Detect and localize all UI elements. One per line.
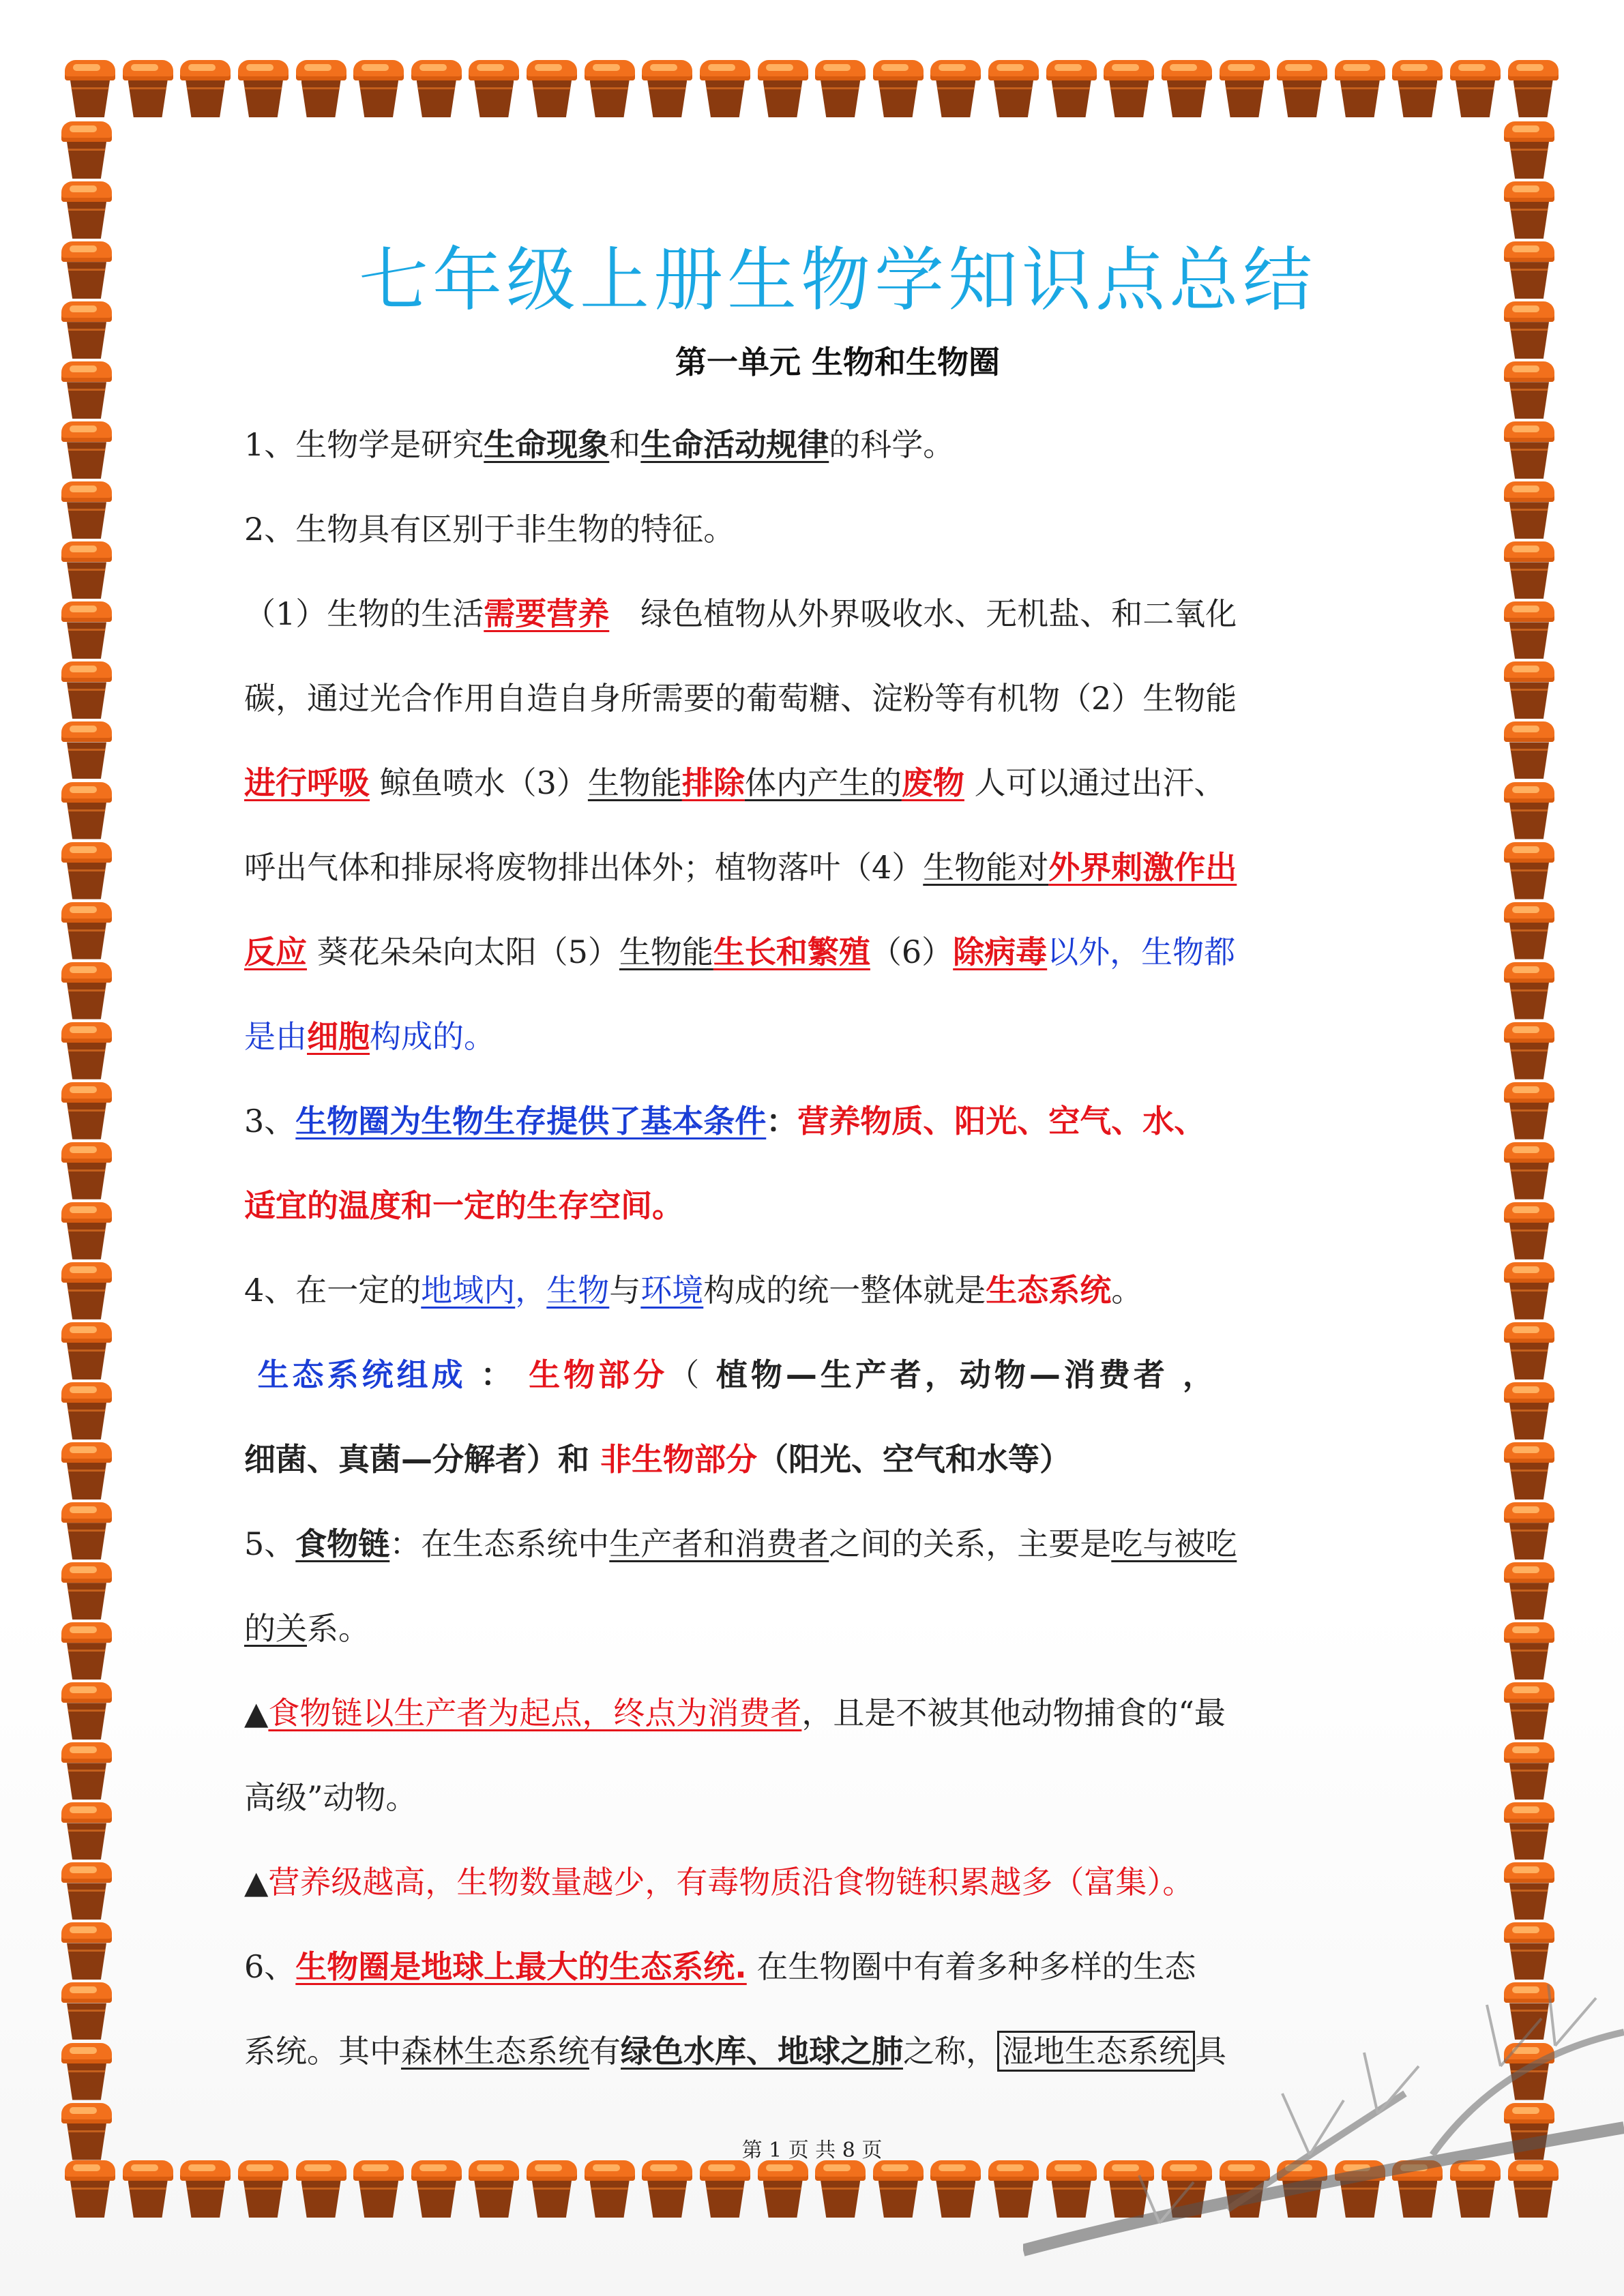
- flower-pot-icon: [61, 962, 112, 1019]
- flower-pot-icon: [61, 481, 112, 539]
- flower-pot-icon: [1504, 902, 1554, 959]
- flower-pot-icon: [1504, 1682, 1554, 1740]
- line-12: 生态系统组成 ： 生物部分（ 植物—生产者，动物—消费者 ，: [257, 1356, 1217, 1393]
- flower-pot-icon: [61, 1922, 112, 1980]
- flower-pot-icon: [61, 1082, 112, 1139]
- flower-pot-icon: [61, 1262, 112, 1320]
- border-left: [61, 121, 116, 2160]
- flower-pot-icon: [61, 782, 112, 839]
- flower-pot-icon: [1504, 782, 1554, 839]
- line-4: 碳，通过光合作用自造自身所需要的葡萄糖、淀粉等有机物（2）生物能: [244, 680, 1237, 717]
- flower-pot-icon: [700, 2160, 750, 2218]
- flower-pot-icon: [758, 2160, 808, 2218]
- flower-pot-icon: [1504, 1202, 1554, 1259]
- flower-pot-icon: [61, 1502, 112, 1560]
- flower-pot-icon: [585, 2160, 635, 2218]
- border-top: [65, 60, 1559, 121]
- flower-pot-icon: [65, 60, 115, 117]
- line-8: 是由细胞构成的。: [244, 1018, 495, 1055]
- flower-pot-icon: [61, 421, 112, 479]
- flower-pot-icon: [61, 241, 112, 299]
- flower-pot-icon: [180, 60, 231, 117]
- flower-pot-icon: [1504, 361, 1554, 419]
- flower-pot-icon: [469, 2160, 519, 2218]
- flower-pot-icon: [873, 60, 924, 117]
- flower-pot-icon: [1162, 60, 1212, 117]
- flower-pot-icon: [1504, 121, 1554, 179]
- flower-pot-icon: [1504, 1322, 1554, 1380]
- line-18: ▲营养级越高，生物数量越少，有毒物质沿食物链积累越多（富集）。: [244, 1864, 1194, 1900]
- line-14: 5、食物链：在生态系统中生产者和消费者之间的关系，主要是吃与被吃: [244, 1525, 1237, 1562]
- flower-pot-icon: [1504, 661, 1554, 719]
- flower-pot-icon: [123, 2160, 173, 2218]
- flower-pot-icon: [61, 1322, 112, 1380]
- line-15: 的关系。: [244, 1610, 370, 1647]
- flower-pot-icon: [1277, 60, 1327, 117]
- flower-pot-icon: [1504, 1142, 1554, 1199]
- flower-pot-icon: [527, 2160, 577, 2218]
- flower-pot-icon: [1504, 1082, 1554, 1139]
- flower-pot-icon: [1104, 60, 1154, 117]
- flower-pot-icon: [61, 2043, 112, 2100]
- flower-pot-icon: [1504, 1502, 1554, 1560]
- line-10: 适宜的温度和一定的生存空间。: [244, 1187, 683, 1224]
- flower-pot-icon: [1504, 1022, 1554, 1079]
- flower-pot-icon: [61, 1442, 112, 1500]
- flower-pot-icon: [585, 60, 635, 117]
- flower-pot-icon: [1392, 60, 1443, 117]
- line-16: ▲食物链以生产者为起点，终点为消费者，且是不被其他动物捕食的“最: [244, 1695, 1226, 1731]
- flower-pot-icon: [296, 60, 346, 117]
- flower-pot-icon: [1450, 60, 1501, 117]
- flower-pot-icon: [1504, 1442, 1554, 1500]
- flower-pot-icon: [527, 60, 577, 117]
- flower-pot-icon: [61, 1142, 112, 1199]
- flower-pot-icon: [1504, 241, 1554, 299]
- flower-pot-icon: [1504, 601, 1554, 659]
- flower-pot-icon: [1504, 1622, 1554, 1680]
- line-11: 4、在一定的地域内，生物与环境构成的统一整体就是生态系统。: [244, 1272, 1143, 1309]
- flower-pot-icon: [1504, 301, 1554, 359]
- flower-pot-icon: [1504, 721, 1554, 779]
- flower-pot-icon: [1046, 60, 1097, 117]
- flower-pot-icon: [1504, 1562, 1554, 1620]
- flower-pot-icon: [61, 1382, 112, 1440]
- flower-pot-icon: [353, 60, 404, 117]
- flower-pot-icon: [1220, 60, 1270, 117]
- flower-pot-icon: [758, 60, 808, 117]
- flower-pot-icon: [61, 1202, 112, 1259]
- line-13: 细菌、真菌—分解者）和 非生物部分（阳光、空气和水等）: [244, 1441, 1072, 1478]
- flower-pot-icon: [61, 1802, 112, 1860]
- flower-pot-icon: [930, 2160, 981, 2218]
- flower-pot-icon: [123, 60, 173, 117]
- flower-pot-icon: [61, 1982, 112, 2040]
- flower-pot-icon: [61, 1742, 112, 1800]
- flower-pot-icon: [353, 2160, 404, 2218]
- flower-pot-icon: [61, 1622, 112, 1680]
- flower-pot-icon: [61, 721, 112, 779]
- flower-pot-icon: [61, 361, 112, 419]
- flower-pot-icon: [1504, 421, 1554, 479]
- text-lines: [244, 402, 1431, 2093]
- flower-pot-icon: [61, 181, 112, 239]
- flower-pot-icon: [61, 301, 112, 359]
- section-heading: 第一单元 生物和生物圈: [675, 344, 1000, 381]
- flower-pot-icon: [1504, 481, 1554, 539]
- flower-pot-icon: [1504, 541, 1554, 599]
- line-20: 系统。其中森林生态系统有绿色水库、地球之肺之称， 湿地生态系统 具: [244, 2009, 1431, 2093]
- flower-pot-icon: [1335, 60, 1385, 117]
- flower-pot-icon: [642, 60, 692, 117]
- flower-pot-icon: [1504, 1262, 1554, 1320]
- flower-pot-icon: [930, 60, 981, 117]
- page-footer: 第 1 页 共 8 页: [741, 2138, 883, 2162]
- flower-pot-icon: [180, 2160, 231, 2218]
- line-5: 进行呼吸 鲸鱼喷水（3）生物能排除体内产生的废物 人可以通过出汗、: [244, 764, 1226, 801]
- flower-pot-icon: [61, 1022, 112, 1079]
- flower-pot-icon: [61, 661, 112, 719]
- flower-pot-icon: [873, 2160, 924, 2218]
- line-9: 3、生物圈为生物生存提供了基本条件：营养物质、阳光、空气、水、: [244, 1103, 1206, 1139]
- flower-pot-icon: [296, 2160, 346, 2218]
- flower-pot-icon: [61, 601, 112, 659]
- flower-pot-icon: [815, 2160, 866, 2218]
- flower-pot-icon: [1504, 1382, 1554, 1440]
- flower-pot-icon: [61, 1862, 112, 1920]
- flower-pot-icon: [988, 60, 1039, 117]
- line-7: 反应 葵花朵朵向太阳（5）生物能生长和繁殖（6）除病毒以外，生物都: [244, 934, 1236, 970]
- flower-pot-icon: [700, 60, 750, 117]
- flower-pot-icon: [61, 121, 112, 179]
- flower-pot-icon: [1504, 181, 1554, 239]
- flower-pot-icon: [61, 842, 112, 899]
- flower-pot-icon: [411, 2160, 462, 2218]
- flower-pot-icon: [1504, 842, 1554, 899]
- flower-pot-icon: [61, 1562, 112, 1620]
- line-2: 2、生物具有区别于非生物的特征。: [244, 511, 735, 548]
- flower-pot-icon: [65, 2160, 115, 2218]
- flower-pot-icon: [238, 2160, 289, 2218]
- flower-pot-icon: [238, 60, 289, 117]
- flower-pot-icon: [642, 2160, 692, 2218]
- flower-pot-icon: [1504, 962, 1554, 1019]
- flower-pot-icon: [469, 60, 519, 117]
- line-19: 6、生物圈是地球上最大的生态系统. 在生物圈中有着多种多样的生态: [244, 1948, 1196, 1985]
- flower-pot-icon: [61, 541, 112, 599]
- flower-pot-icon: [815, 60, 866, 117]
- line-3: （1）生物的生活需要营养 绿色植物从外界吸收水、无机盐、和二氧化: [244, 595, 1237, 632]
- flower-pot-icon: [61, 1682, 112, 1740]
- line-17: 高级”动物。: [244, 1779, 417, 1816]
- flower-pot-icon: [1508, 60, 1559, 117]
- line-1: 1、生物学是研究生命现象和生命活动规律的科学。: [244, 426, 955, 463]
- flower-pot-icon: [61, 902, 112, 959]
- flower-pot-icon: [411, 60, 462, 117]
- page-title: 七年级上册生物学知识点总结: [359, 240, 1316, 321]
- line-6: 呼出气体和排尿将废物排出体外；植物落叶（4）生物能对外界刺激作出: [244, 849, 1237, 886]
